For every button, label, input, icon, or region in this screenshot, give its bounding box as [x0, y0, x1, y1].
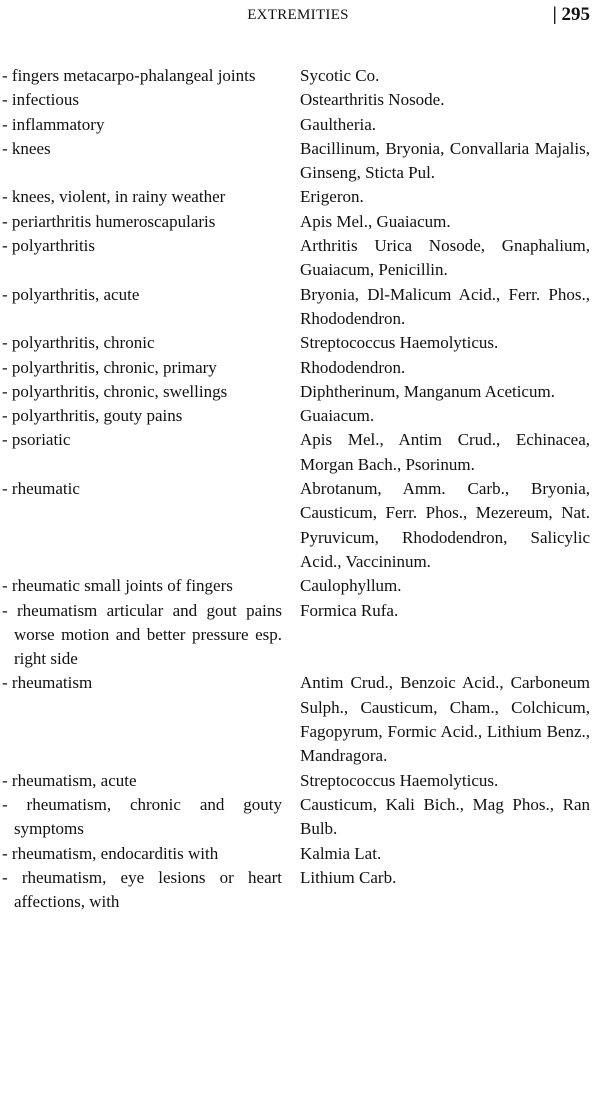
rubric-term: - rheumatism, chronic and gouty symptoms: [2, 794, 282, 839]
remedy-list: Sycotic Co.: [300, 66, 380, 85]
remedy-list: Streptococcus Haemolyticus.: [300, 770, 499, 790]
repertory-entry: [2, 477, 594, 574]
running-head: EXTREMITIES: [247, 7, 349, 23]
repertory-entries: [2, 64, 594, 914]
rubric-term: - polyarthritis, gouty pains: [2, 406, 183, 426]
rubric-term: - rheumatism, endocarditis with: [2, 843, 219, 863]
remedy-list: Guaiacum.: [300, 406, 375, 426]
repertory-entry: [2, 113, 594, 137]
repertory-entry: [2, 380, 594, 404]
rubric-term: - inflammatory: [2, 114, 105, 134]
repertory-entry: [2, 185, 594, 209]
rubric-term: - rheumatism, eye lesions or heart affections, with: [2, 867, 282, 912]
remedy-list: Causticum, Kali Bich., Mag Phos., Ran Bulb.: [300, 794, 590, 839]
rubric-term: - rheumatic: [2, 479, 80, 499]
page-header: [2, 0, 594, 34]
repertory-entry: [2, 574, 594, 598]
remedy-list: Caulophyllum.: [300, 576, 402, 596]
repertory-entry: [2, 793, 594, 842]
repertory-entry: [2, 234, 594, 283]
repertory-entry: [2, 599, 594, 672]
rubric-term: - psoriatic: [2, 430, 71, 450]
remedy-list: Bryonia, Dl-Malicum Acid., Ferr. Phos., Rhododendron.: [300, 284, 590, 328]
rubric-term: - periarthritis humeroscapularis: [2, 211, 216, 231]
rubric-term: - polyarthritis: [2, 236, 96, 256]
repertory-entry: [2, 404, 594, 428]
remedy-list: Arthritis Urica Nosode, Gnaphalium, Guaiacum, Penicillin.: [300, 236, 590, 280]
repertory-entry: [2, 769, 594, 793]
repertory-entry: [2, 842, 594, 866]
remedy-list: Lithium Carb.: [300, 867, 397, 887]
remedy-list: Formica Rufa.: [300, 600, 399, 620]
remedy-list: Erigeron.: [300, 187, 364, 207]
remedy-list: Apis Mel., Guaiacum.: [300, 211, 451, 231]
repertory-entry: [2, 210, 594, 234]
remedy-list: Kalmia Lat.: [300, 843, 382, 863]
rubric-term: - rheumatism, acute: [2, 770, 137, 790]
rubric-term: - polyarthritis, chronic, swellings: [2, 381, 228, 401]
rubric-term: - polyarthritis, chronic, primary: [2, 357, 217, 377]
remedy-list: Ostearthritis Nosode.: [300, 90, 445, 110]
rubric-term: - polyarthritis, chronic: [2, 333, 155, 353]
rubric-term: - knees: [2, 138, 51, 158]
repertory-entry: [2, 866, 594, 915]
repertory-entry: [2, 283, 594, 332]
rubric-term: - rheumatism articular and gout pains worse motion and better pressure esp. right side: [2, 600, 282, 669]
repertory-entry: [2, 137, 594, 186]
rubric-term: - rheumatism: [2, 673, 93, 693]
remedy-list: Bacillinum, Bryonia, Convallaria Majalis, Ginseng, Sticta Pul.: [300, 138, 590, 183]
remedy-list: Abrotanum, Amm. Carb., Bryonia, Causticum, Ferr. Phos., Mezereum, Nat. Pyruvicum, Rhododendron, Salicylic Acid., Vaccininum.: [300, 479, 590, 571]
page-number: | 295: [552, 4, 590, 25]
rubric-term: - infectious: [2, 90, 79, 110]
remedy-list: Apis Mel., Antim Crud., Echinacea, Morgan Bach., Psorinum.: [300, 430, 590, 474]
repertory-entry: [2, 64, 594, 88]
repertory-entry: [2, 331, 594, 355]
repertory-entry: [2, 356, 594, 380]
remedy-list: Antim Crud., Benzoic Acid., Carboneum Sulph., Causticum, Cham., Colchicum, Fagopyrum, Formic Acid., Lithium Benz., Mandragora.: [300, 673, 590, 766]
remedy-list: Rhododendron.: [300, 357, 406, 377]
rubric-term: - knees, violent, in rainy weather: [2, 187, 226, 207]
repertory-entry: [2, 671, 594, 768]
remedy-list: Streptococcus Haemolyticus.: [300, 333, 499, 353]
remedy-list: Diphtherinum, Manganum Aceticum.: [300, 381, 555, 401]
rubric-term: - fingers metacarpo-phalangeal joints: [2, 66, 256, 85]
repertory-entry: [2, 88, 594, 112]
rubric-term: - rheumatic small joints of fingers: [2, 576, 233, 596]
rubric-term: - polyarthritis, acute: [2, 284, 140, 304]
remedy-list: Gaultheria.: [300, 114, 376, 134]
repertory-entry: [2, 428, 594, 477]
